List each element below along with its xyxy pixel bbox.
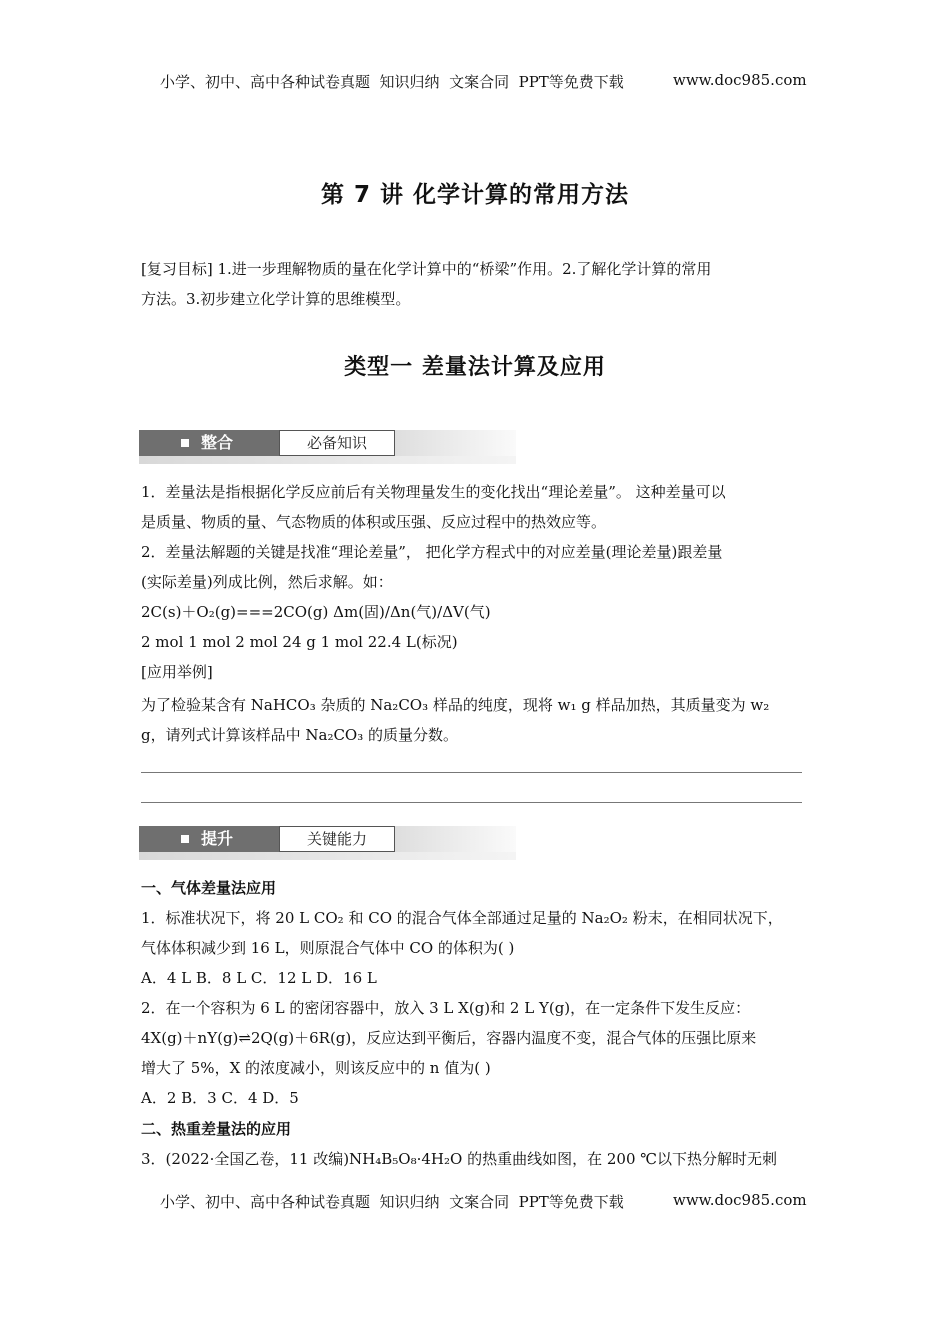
subheading-2: 二、热重差量法的应用 xyxy=(141,1120,292,1138)
example-line-2: g，请列式计算该样品中 Na₂CO₃ 的质量分数。 xyxy=(141,726,459,744)
square-icon xyxy=(181,835,189,843)
knowledge-line: 1．差量法是指根据化学反应前后有关物理量发生的变化找出“理论差量”。 这种差量可以 xyxy=(141,483,726,501)
header-url: www.doc985.com xyxy=(673,71,807,89)
question-1-line: 1．标准状况下，将 20 L CO₂ 和 CO 的混合气体全部通过足量的 Na₂O₂ 粉末，在相同状况下， xyxy=(141,909,783,927)
knowledge-line: 2．差量法解题的关键是找准“理论差量”， 把化学方程式中的对应差量(理论差量)跟差量 xyxy=(141,543,723,561)
banner-dark-label: 整合 xyxy=(201,433,234,452)
goal-line-2: 方法。3.初步建立化学计算的思维模型。 xyxy=(141,290,411,308)
question-2-line: 增大了 5%，X 的浓度减小，则该反应中的 n 值为( ) xyxy=(141,1059,491,1077)
answer-line xyxy=(141,772,802,773)
banner-knowledge xyxy=(139,430,516,464)
question-1-options: A．4 L B．8 L C．12 L D．16 L xyxy=(141,969,377,987)
subheading-1: 一、气体差量法应用 xyxy=(141,879,277,897)
question-2-options: A．2 B．3 C．4 D．5 xyxy=(141,1089,299,1107)
banner-light-label: 关键能力 xyxy=(279,826,395,852)
banner-ability xyxy=(139,826,516,860)
goal-line-1: [复习目标] 1.进一步理解物质的量在化学计算中的“桥梁”作用。2.了解化学计算的常用 xyxy=(141,260,712,278)
page-title: 第 7 讲 化学计算的常用方法 xyxy=(320,182,630,208)
example-line-1: 为了检验某含有 NaHCO₃ 杂质的 Na₂CO₃ 样品的纯度，现将 w₁ g 样品加热，其质量变为 w₂ xyxy=(141,696,770,714)
header-text: 小学、初中、高中各种试卷真题 知识归纳 文案合同 PPT等免费下载 xyxy=(160,73,624,91)
example-label: [应用举例] xyxy=(141,663,213,681)
banner-dark-label: 提升 xyxy=(201,829,234,848)
question-2-line: 4X(g)＋nY(g)⇌2Q(g)＋6R(g)，反应达到平衡后，容器内温度不变，混合气体的压强比原来 xyxy=(141,1029,757,1047)
equation-quantities: 2 mol 1 mol 2 mol 24 g 1 mol 22.4 L(标况) xyxy=(141,633,458,651)
knowledge-line: 是质量、物质的量、气态物质的体积或压强、反应过程中的热效应等。 xyxy=(141,513,607,531)
question-1-line: 气体体积减少到 16 L，则原混合气体中 CO 的体积为( ) xyxy=(141,939,515,957)
square-icon xyxy=(181,439,189,447)
footer-text: 小学、初中、高中各种试卷真题 知识归纳 文案合同 PPT等免费下载 xyxy=(160,1193,624,1211)
section-title: 类型一 差量法计算及应用 xyxy=(344,355,606,380)
answer-line xyxy=(141,802,802,803)
banner-light-label: 必备知识 xyxy=(279,430,395,456)
footer-url: www.doc985.com xyxy=(673,1191,807,1209)
question-2-line: 2．在一个容积为 6 L 的密闭容器中，放入 3 L X(g)和 2 L Y(g)，在一定条件下发生反应： xyxy=(141,999,751,1017)
knowledge-line: (实际差量)列成比例，然后求解。如： xyxy=(141,573,393,591)
equation-line: 2C(s)＋O₂(g)===2CO(g) Δm(固)/Δn(气)/ΔV(气) xyxy=(141,603,491,621)
question-3-line: 3．(2022·全国乙卷，11 改编)NH₄B₅O₈·4H₂O 的热重曲线如图，在 200 ℃以下热分解时无刺 xyxy=(141,1150,778,1168)
